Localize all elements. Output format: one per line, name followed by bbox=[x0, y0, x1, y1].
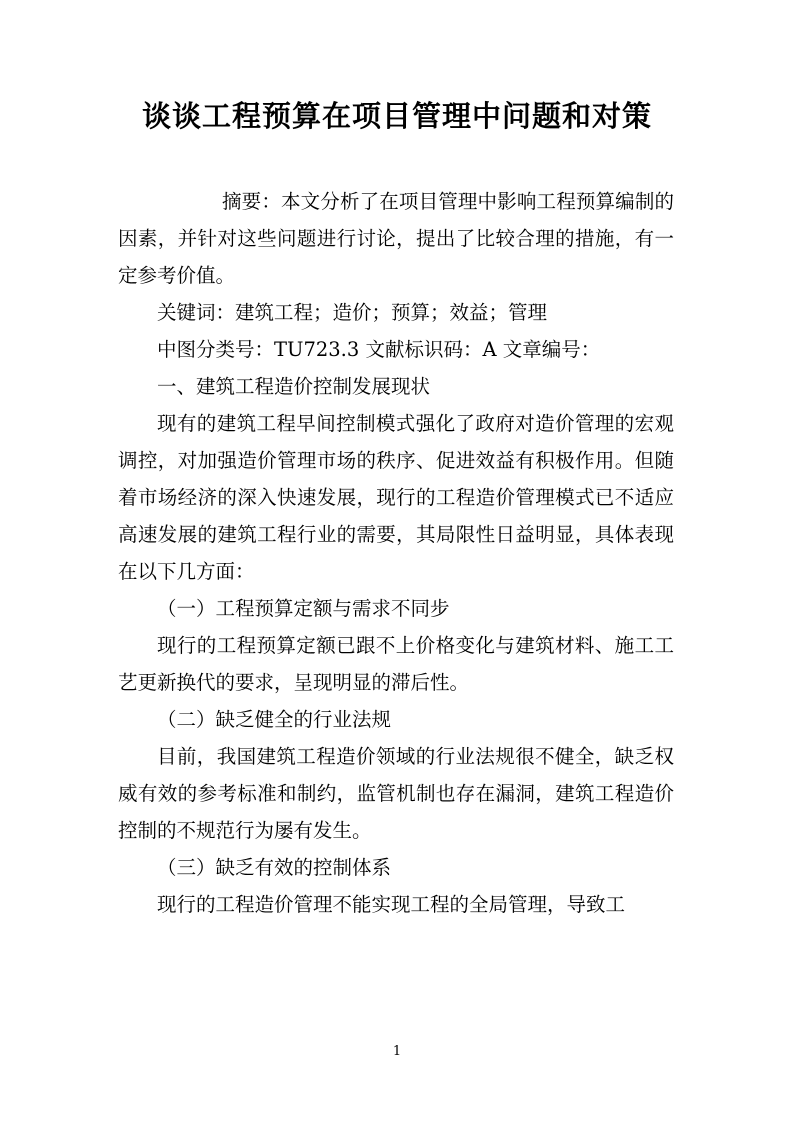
subsection-heading: （二）缺乏健全的行业法规 bbox=[157, 708, 392, 731]
document-title: 谈谈工程预算在项目管理中问题和对策 bbox=[141, 99, 652, 133]
body-paragraph: 目前，我国建筑工程造价领域的行业法规很不健全，缺乏权威有效的参考标准和制约，监管机制也存在漏洞，建筑工程造价控制的不规范行为屡有发生。 bbox=[118, 745, 674, 842]
classification-line: 中图分类号：TU723.3 文献标识码：A 文章编号： bbox=[157, 338, 601, 361]
body-paragraph: 现有的建筑工程早间控制模式强化了政府对造价管理的宏观调控，对加强造价管理市场的秩序、促进效益有积极作用。但随着市场经济的深入快速发展，现行的工程造价管理模式已不适应高速发展的建筑工程行业的需要，其局限性日益明显，具体表现在以下几方面： bbox=[118, 412, 674, 583]
subsection-heading: （一）工程预算定额与需求不同步 bbox=[157, 597, 450, 620]
body-paragraph: 现行的工程造价管理不能实现工程的全局管理，导致工 bbox=[157, 893, 626, 916]
document-body bbox=[118, 183, 674, 923]
keywords-line: 关键词：建筑工程；造价；预算；效益；管理 bbox=[157, 301, 548, 324]
body-paragraph: 现行的工程预算定额已跟不上价格变化与建筑材料、施工工艺更新换代的要求，呈现明显的滞后性。 bbox=[118, 634, 674, 694]
page-number: 1 bbox=[392, 1044, 402, 1059]
section-heading: 一、建筑工程造价控制发展现状 bbox=[157, 375, 431, 398]
subsection-heading: （三）缺乏有效的控制体系 bbox=[157, 856, 392, 879]
abstract-paragraph: 摘要：本文分析了在项目管理中影响工程预算编制的因素，并针对这些问题进行讨论，提出了比较合理的措施，有一定参考价值。 bbox=[118, 190, 674, 287]
